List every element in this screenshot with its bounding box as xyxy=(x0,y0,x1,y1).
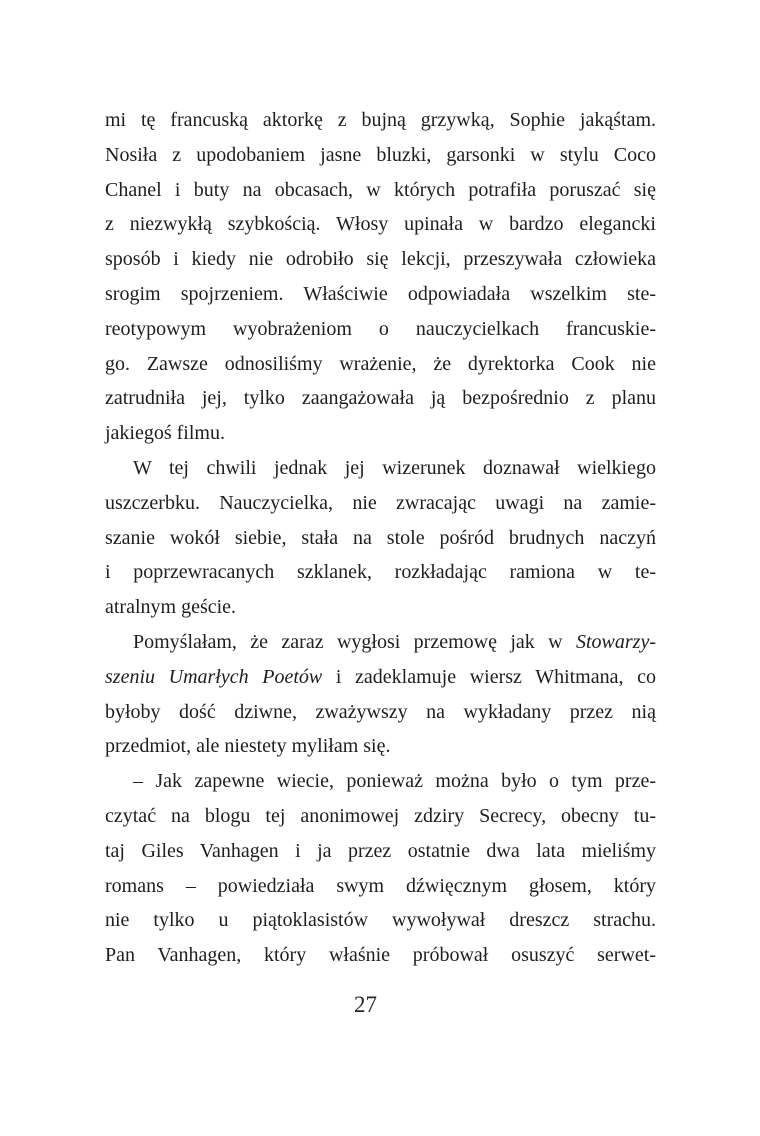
text-segment: Nosiła z upodobaniem jasne bluzki, garsonki w stylu Coco xyxy=(105,143,656,166)
text-segment: sposób i kiedy nie odrobiło się lekcji, przeszywała człowieka xyxy=(105,248,656,271)
text-line xyxy=(105,625,656,660)
text-segment: – Jak zapewne wiecie, ponieważ można było o tym prze- xyxy=(133,770,656,793)
italic-text-segment: szeniu Umarłych Poetów xyxy=(105,665,323,688)
text-line xyxy=(105,242,656,277)
text-segment: z niezwykłą szybkością. Włosy upinała w bardzo elegancki xyxy=(105,213,656,236)
text-segment: szanie wokół siebie, stała na stole pośród brudnych naczyń xyxy=(105,526,656,549)
text-segment: srogim spojrzeniem. Właściwie odpowiadała wszelkim ste- xyxy=(105,282,656,305)
text-line xyxy=(105,486,656,521)
text-segment: Pomyślałam, że zaraz wygłosi przemowę jak w xyxy=(133,630,576,653)
text-segment: go. Zawsze odnosiliśmy wrażenie, że dyrektorka Cook nie xyxy=(105,352,656,375)
text-line xyxy=(105,416,656,451)
text-line xyxy=(105,138,656,173)
text-line xyxy=(105,834,656,869)
text-line xyxy=(105,869,656,904)
text-segment: Pan Vanhagen, który właśnie próbował osuszyć serwet- xyxy=(105,944,656,967)
text-line xyxy=(105,590,656,625)
text-segment: reotypowym wyobrażeniom o nauczycielkach francuskie- xyxy=(105,317,656,340)
text-line xyxy=(105,938,656,973)
text-segment: atralnym geście. xyxy=(105,596,237,619)
text-segment: Chanel i buty na obcasach, w których potrafiła poruszać się xyxy=(105,178,656,201)
text-line xyxy=(105,173,656,208)
text-block xyxy=(105,103,656,973)
text-segment: czytać na blogu tej anonimowej zdziry Secrecy, obecny tu- xyxy=(105,804,656,827)
text-segment: i poprzewracanych szklanek, rozkładając ramiona w te- xyxy=(105,561,656,584)
text-line xyxy=(105,729,656,764)
text-segment: byłoby dość dziwne, zważywszy na wykładany przez nią xyxy=(105,700,656,723)
text-line xyxy=(105,312,656,347)
text-line xyxy=(105,451,656,486)
text-line xyxy=(105,903,656,938)
text-line xyxy=(105,381,656,416)
italic-text-segment: Stowarzy- xyxy=(576,630,656,653)
text-segment: romans – powiedziała swym dźwięcznym głosem, który xyxy=(105,874,656,897)
text-line xyxy=(105,521,656,556)
text-segment: W tej chwili jednak jej wizerunek doznawał wielkiego xyxy=(133,456,656,479)
text-segment: zatrudniła jej, tylko zaangażowała ją bezpośrednio z planu xyxy=(105,387,656,410)
text-line xyxy=(105,660,656,695)
text-segment: jakiegoś filmu. xyxy=(105,422,225,445)
text-segment: i zadeklamuje wiersz Whitmana, co xyxy=(322,665,656,688)
text-line xyxy=(105,277,656,312)
text-line xyxy=(105,207,656,242)
text-line xyxy=(105,764,656,799)
text-segment: nie tylko u piątoklasistów wywoływał dreszcz strachu. xyxy=(105,909,656,932)
text-segment: uszczerbku. Nauczycielka, nie zwracając uwagi na zamie- xyxy=(105,491,656,514)
page-number: 27 xyxy=(354,992,377,1017)
text-line xyxy=(105,347,656,382)
text-line xyxy=(105,555,656,590)
text-line xyxy=(105,799,656,834)
text-line xyxy=(105,695,656,730)
text-segment: przedmiot, ale niestety myliłam się. xyxy=(105,735,391,758)
text-segment: mi tę francuską aktorkę z bujną grzywką, Sophie jakąśtam. xyxy=(105,109,656,131)
text-segment: taj Giles Vanhagen i ja przez ostatnie dwa lata mieliśmy xyxy=(105,839,656,862)
text-line xyxy=(105,103,656,138)
